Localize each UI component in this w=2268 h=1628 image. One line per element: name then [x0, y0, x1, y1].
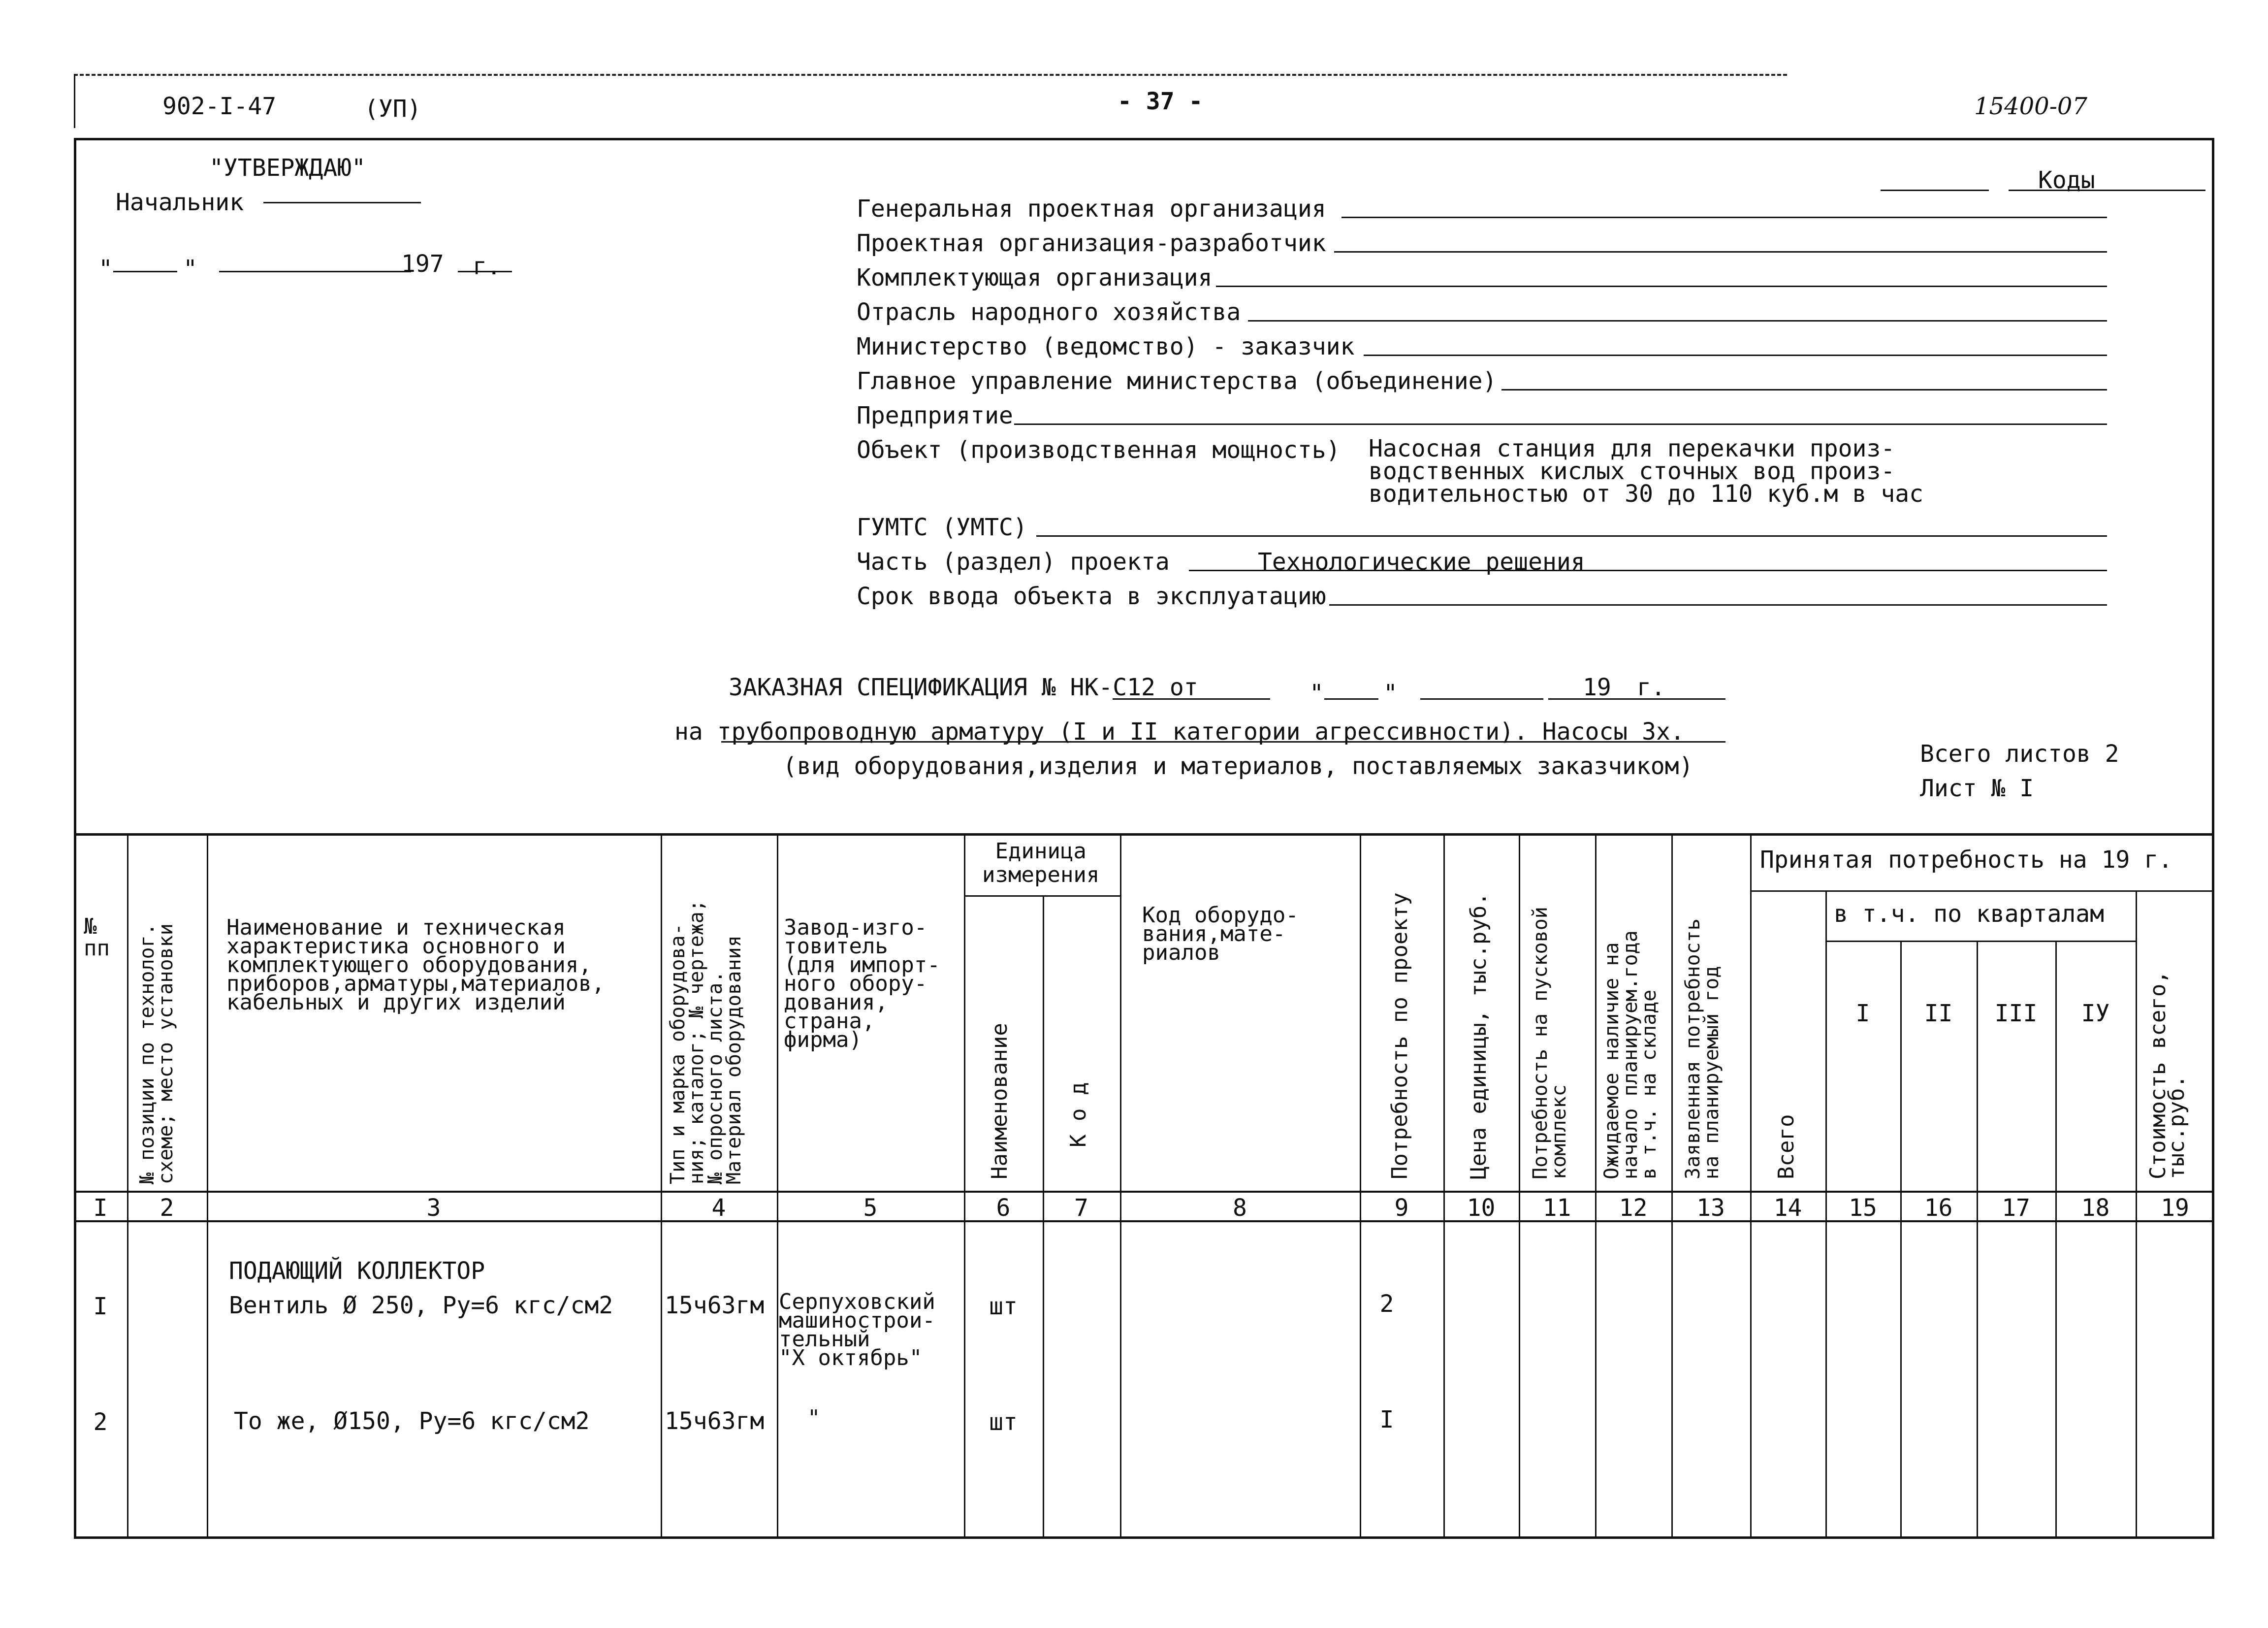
field-supply-org-line — [1216, 286, 2107, 287]
col-line-7 — [1120, 833, 1121, 1539]
codes-line-2 — [2009, 190, 2205, 191]
archive-number: 15400-07 — [1974, 93, 2087, 120]
col-line-16 — [1977, 941, 1978, 1539]
header-unit: Единица измерения — [982, 839, 1100, 887]
spec-day-line — [1324, 698, 1378, 700]
header-unit-name: Наименование — [987, 1023, 1012, 1179]
spec-subject-line — [721, 741, 1725, 743]
header-unit-code: К о д — [1066, 1082, 1091, 1147]
codes-line-1 — [1881, 190, 1989, 191]
header-accepted-need: Принятая потребность на 19 г. — [1760, 846, 2173, 874]
album-number: (УП) — [364, 95, 421, 123]
header-unit-price: Цена единицы, тыс.руб. — [1466, 892, 1491, 1179]
row-item-unit: шт — [989, 1293, 1018, 1320]
spec-title: ЗАКАЗНАЯ СПЕЦИФИКАЦИЯ № НК-С12 от — [729, 674, 1198, 701]
sheets-total: Всего листов 2 — [1920, 740, 2119, 768]
approval-stamp: "УТВЕРЖДАЮ" — [209, 154, 366, 182]
row-item-maker: " — [807, 1405, 821, 1431]
spec-subject: на трубопроводную арматуру (I и II категории агрессивности). Насосы 3х. — [674, 718, 1685, 746]
colnum-10: 10 — [1467, 1194, 1496, 1222]
colnum-4: 4 — [711, 1194, 726, 1222]
field-supply-org: Комплектующая организация — [857, 264, 1213, 292]
approval-chief: Начальник — [116, 189, 244, 216]
row-item-name: То же, Ø150, Ру=6 кгс/см2 — [234, 1407, 590, 1435]
date-month-line — [219, 271, 411, 272]
header-q2: II — [1924, 1000, 1953, 1027]
header-project-need: Потребность по проекту — [1387, 892, 1412, 1179]
colnum-13: 13 — [1696, 1194, 1725, 1222]
colnum-18: 18 — [2081, 1194, 2110, 1222]
chief-line — [263, 202, 421, 203]
header-name: Наименование и техническая характеристика основного и комплектующего оборудования, приборов,арматуры,материалов, кабельных и других изделий — [226, 915, 605, 1015]
header-quarters: в т.ч. по кварталам — [1834, 900, 2105, 928]
codes-label: Коды — [2038, 166, 2095, 194]
col-line-13 — [1750, 833, 1752, 1539]
doc-code: 902-I-47 — [162, 93, 277, 120]
field-economy-branch-line — [1248, 320, 2107, 322]
colnum-8: 8 — [1233, 1194, 1247, 1222]
header-manufacturer: Завод-изго- товитель (для импорт- ного обору- дования, страна, фирма) — [784, 915, 940, 1052]
quarters-sub-line — [1825, 941, 2136, 942]
date-day-line — [113, 271, 177, 272]
field-gumts: ГУМТС (УМТС) — [857, 514, 1027, 541]
field-main-department: Главное управление министерства (объединение) — [857, 367, 1497, 395]
sheet-number: Лист № I — [1920, 775, 2034, 802]
spec-quote-close: " — [1383, 680, 1398, 707]
colnum-11: 11 — [1542, 1194, 1571, 1222]
date-quote-open: " — [98, 255, 113, 283]
accepted-sub-line — [1750, 890, 2214, 892]
header-total: Всего — [1774, 1114, 1799, 1179]
row-item-type: 15ч63гм — [665, 1292, 765, 1319]
colnum-9: 9 — [1394, 1194, 1409, 1222]
year-line — [458, 271, 512, 272]
col-line-12 — [1671, 833, 1673, 1539]
unit-sub-line — [964, 895, 1120, 897]
header-row-number: № пп — [84, 914, 110, 961]
field-project-part-value: Технологические решения — [1258, 548, 1585, 576]
col-line-10 — [1519, 833, 1520, 1539]
field-object-value: Насосная станция для перекачки произ- водственных кислых сточных вод произ- водительностью от 30 до 110 куб.м в час — [1369, 435, 1924, 508]
header-expected-stock: Ожидаемое наличие на начало планируем.года в т.ч. на складе — [1600, 930, 1661, 1179]
top-dashed-line — [74, 74, 1787, 76]
field-design-org-line — [1334, 251, 2107, 253]
colnum-1: I — [93, 1194, 108, 1222]
field-main-department-line — [1501, 389, 2107, 391]
field-enterprise-line — [1014, 423, 2107, 425]
section-title: ПОДАЮЩИЙ КОЛЛЕКТОР — [229, 1257, 485, 1285]
field-gumts-line — [1036, 535, 2107, 537]
col-line-9 — [1443, 833, 1445, 1539]
spec-year-line — [1548, 698, 1725, 700]
colnum-14: 14 — [1773, 1194, 1802, 1222]
colnum-5: 5 — [863, 1194, 878, 1222]
header-position: № позиции по технолог. схеме; место установки — [136, 923, 177, 1184]
row-number: 2 — [93, 1408, 108, 1436]
header-equipment-code: Код оборудо- вания,мате- риалов — [1142, 903, 1299, 965]
spec-month-line — [1420, 698, 1543, 700]
colnum-17: 17 — [2002, 1194, 2030, 1222]
spec-note: (вид оборудования,изделия и материалов, поставляемых заказчиком) — [783, 752, 1693, 780]
row-item-qty: 2 — [1379, 1290, 1394, 1318]
field-design-org: Проектная организация-разработчик — [857, 229, 1326, 257]
row-item-maker: Серпуховский машинострои- тельный "Х октябрь" — [779, 1289, 935, 1370]
field-enterprise: Предприятие — [857, 402, 1013, 429]
colnum-19: 19 — [2161, 1194, 2189, 1222]
spec-number-line — [1113, 698, 1270, 700]
approval-year-suffix: г. — [473, 253, 501, 280]
col-line-3 — [661, 833, 662, 1539]
row-number: I — [93, 1293, 108, 1320]
spec-quote-open: " — [1310, 680, 1324, 707]
page-number: - 37 - — [1118, 88, 1203, 115]
colnum-16: 16 — [1924, 1194, 1953, 1222]
field-project-part: Часть (раздел) проекта — [857, 548, 1170, 576]
row-item-name: Вентиль Ø 250, Ру=6 кгс/см2 — [229, 1292, 613, 1319]
col-line-11 — [1595, 833, 1597, 1539]
table-top-line — [74, 833, 2214, 836]
header-startup-need: Потребность на пусковой комплекс — [1529, 907, 1570, 1179]
colnum-2: 2 — [160, 1194, 174, 1222]
colnum-6: 6 — [996, 1194, 1011, 1222]
colnum-15: 15 — [1849, 1194, 1877, 1222]
field-ministry-line — [1364, 355, 2107, 356]
header-q4: IУ — [2081, 1000, 2110, 1027]
field-commissioning-date: Срок ввода объекта в эксплуатацию — [857, 583, 1326, 610]
field-general-design-org-line — [1342, 217, 2107, 218]
col-line-17 — [2055, 941, 2057, 1539]
colnum-3: 3 — [426, 1194, 441, 1222]
header-declared-need: Заявленная потребность на планируемый год — [1682, 918, 1723, 1179]
col-line-15 — [1900, 941, 1902, 1539]
date-quote-close: " — [183, 255, 197, 283]
col-line-1 — [127, 833, 128, 1539]
spec-year: 19 — [1583, 674, 1611, 701]
approval-year: 197 — [401, 250, 444, 278]
col-line-4 — [777, 833, 778, 1539]
colnum-12: 12 — [1619, 1194, 1648, 1222]
field-object: Объект (производственная мощность) — [857, 436, 1341, 464]
field-general-design-org: Генеральная проектная организация — [857, 195, 1326, 223]
field-economy-branch: Отрасль народного хозяйства — [857, 298, 1241, 326]
header-total-cost: Стоимость всего, тыс.руб. — [2145, 971, 2189, 1179]
left-margin-line — [74, 74, 75, 128]
field-ministry: Министерство (ведомство) - заказчик — [857, 333, 1355, 360]
row-item-qty: I — [1379, 1406, 1394, 1433]
header-q3: III — [1994, 1000, 2038, 1027]
field-project-part-line — [1189, 570, 2107, 571]
row-item-unit: шт — [989, 1408, 1018, 1436]
header-type: Тип и марка оборудова- ния; каталог; № чертежа; № опросного листа. Материал оборудования — [667, 900, 745, 1184]
spec-year-suffix: г. — [1637, 674, 1665, 701]
header-bottom-line — [74, 1191, 2214, 1193]
row-item-type: 15ч63гм — [665, 1407, 765, 1435]
field-commissioning-date-line — [1329, 604, 2107, 606]
colnum-7: 7 — [1074, 1194, 1088, 1222]
header-q1: I — [1855, 1000, 1870, 1027]
col-line-2 — [207, 833, 208, 1539]
